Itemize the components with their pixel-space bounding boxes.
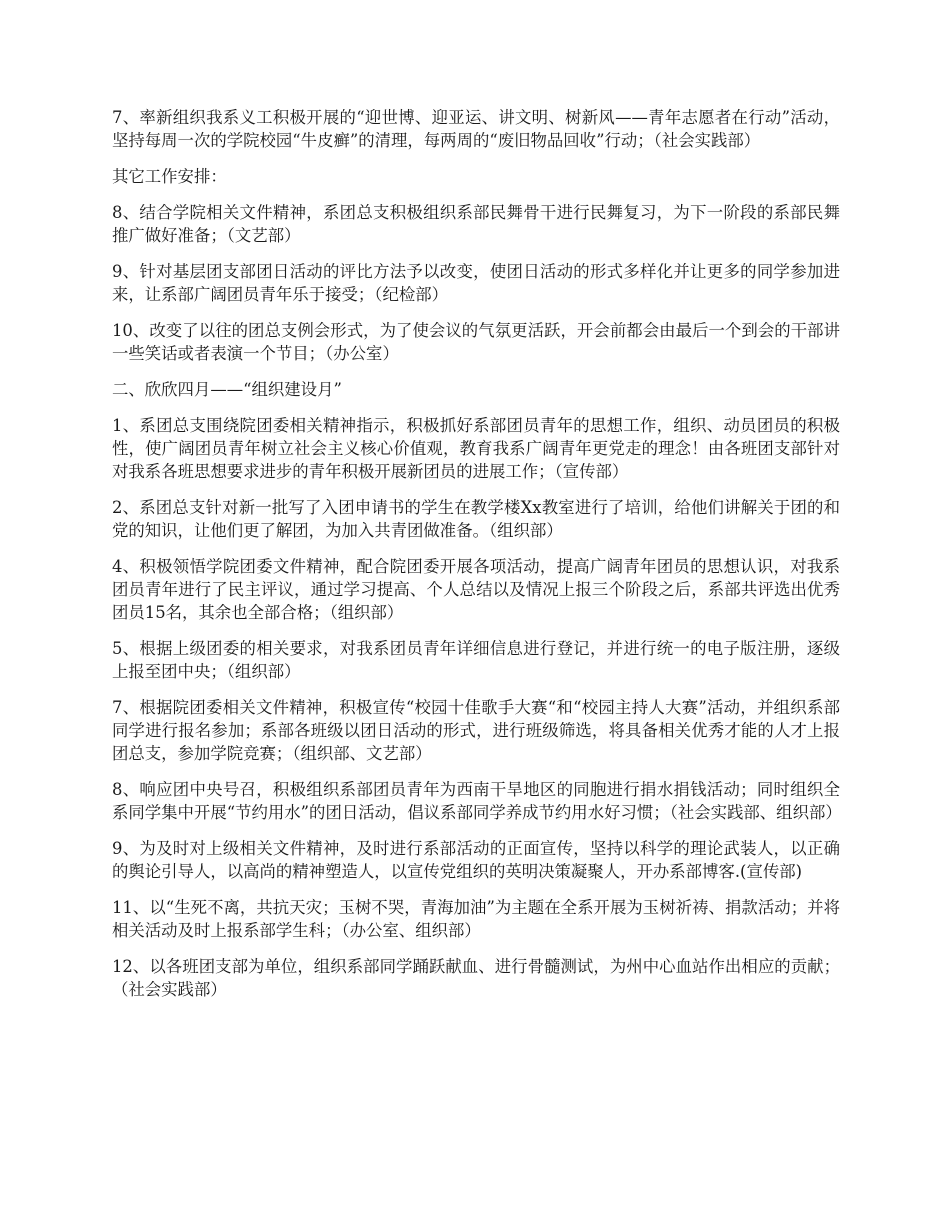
paragraph-item-7-volunteer: 7、率新组织我系义工积极开展的“迎世博、迎亚运、讲文明、树新风——青年志愿者在行动”活动，坚持每周一次的学院校园“牛皮癣”的清理，每两周的“废旧物品回收”行动；（社会实践部） (112, 108, 840, 150)
document-body (112, 106, 840, 1014)
paragraph-item-8-folk-dance: 8、结合学院相关文件精神，系团总支积极组织系部民舞骨干进行民舞复习，为下一阶段的系部民舞推广做好准备；（文艺部） (112, 203, 840, 245)
paragraph-item-12-blood-donation: 12、以各班团支部为单位，组织系部同学踊跃献血、进行骨髓测试，为州中心血站作出相应的贡献；（社会实践部） (112, 957, 840, 999)
paragraph-item-10-meeting: 10、改变了以往的团总支例会形式，为了使会议的气氛更活跃，开会前都会由最后一个到会的干部讲一些笑话或者表演一个节目；（办公室） (112, 321, 840, 363)
paragraph-item-11-yushu: 11、以“生死不离，共抗天灾；玉树不哭，青海加油”为主题在全系开展为玉树祈祷、捐款活动；并将相关活动及时上报系部学生科；（办公室、组织部） (112, 898, 840, 940)
paragraph-item-7-contests: 7、根据院团委相关文件精神，积极宣传“校园十佳歌手大赛“和“校园主持人大赛”活动，并组织系部同学进行报名参加；系部各班级以团日活动的形式，进行班级筛选，将具备相关优秀才能的人才上报团总支，参加学院竞赛；（组织部、文艺部） (112, 698, 840, 763)
paragraph-item-8-water-donation: 8、响应团中央号召，积极组织系部团员青年为西南干旱地区的同胞进行捐水捐钱活动；同时组织全系同学集中开展“节约用水”的团日活动，倡议系部同学养成节约用水好习惯；（社会实践部、组织部） (112, 780, 842, 822)
section-label-other-arrangements: 其它工作安排： (112, 167, 227, 186)
paragraph-item-9-league-day: 9、针对基层团支部团日活动的评比方法予以改变，使团日活动的形式多样化并让更多的同学参加进来，让系部广阔团员青年乐于接受；（纪检部） (112, 262, 840, 304)
section-heading-april: 二、欣欣四月——“组织建设月” (112, 380, 342, 399)
paragraph-item-5-registration: 5、根据上级团委的相关要求，对我系团员青年详细信息进行登记，并进行统一的电子版注册，逐级上报至团中央；（组织部） (112, 639, 840, 681)
paragraph-item-1-ideology: 1、系团总支围绕院团委相关精神指示，积极抓好系部团员青年的思想工作，组织、动员团员的积极性，使广阔团员青年树立社会主义核心价值观，教育我系广阔青年更党走的理念！由各班团支部针对对我系各班思想要求进步的青年积极开展新团员的进展工作；（宣传部） (112, 416, 840, 481)
paragraph-item-4-evaluation: 4、积极领悟学院团委文件精神，配合院团委开展各项活动，提高广阔青年团员的思想认识，对我系团员青年进行了民主评议，通过学习提高、个人总结以及情况上报三个阶段之后，系部共评选出优秀团员15名，其余也全部合格；（组织部） (112, 557, 840, 622)
paragraph-item-2-training: 2、系团总支针对新一批写了入团申请书的学生在教学楼Xx教室进行了培训，给他们讲解关于团的和党的知识，让他们更了解团，为加入共青团做准备。（组织部） (112, 498, 840, 540)
paragraph-item-9-publicity: 9、为及时对上级相关文件精神，及时进行系部活动的正面宣传，坚持以科学的理论武装人，以正确的舆论引导人，以高尚的精神塑造人，以宣传党组织的英明决策凝聚人，开办系部博客.(宣传部) (112, 839, 840, 881)
